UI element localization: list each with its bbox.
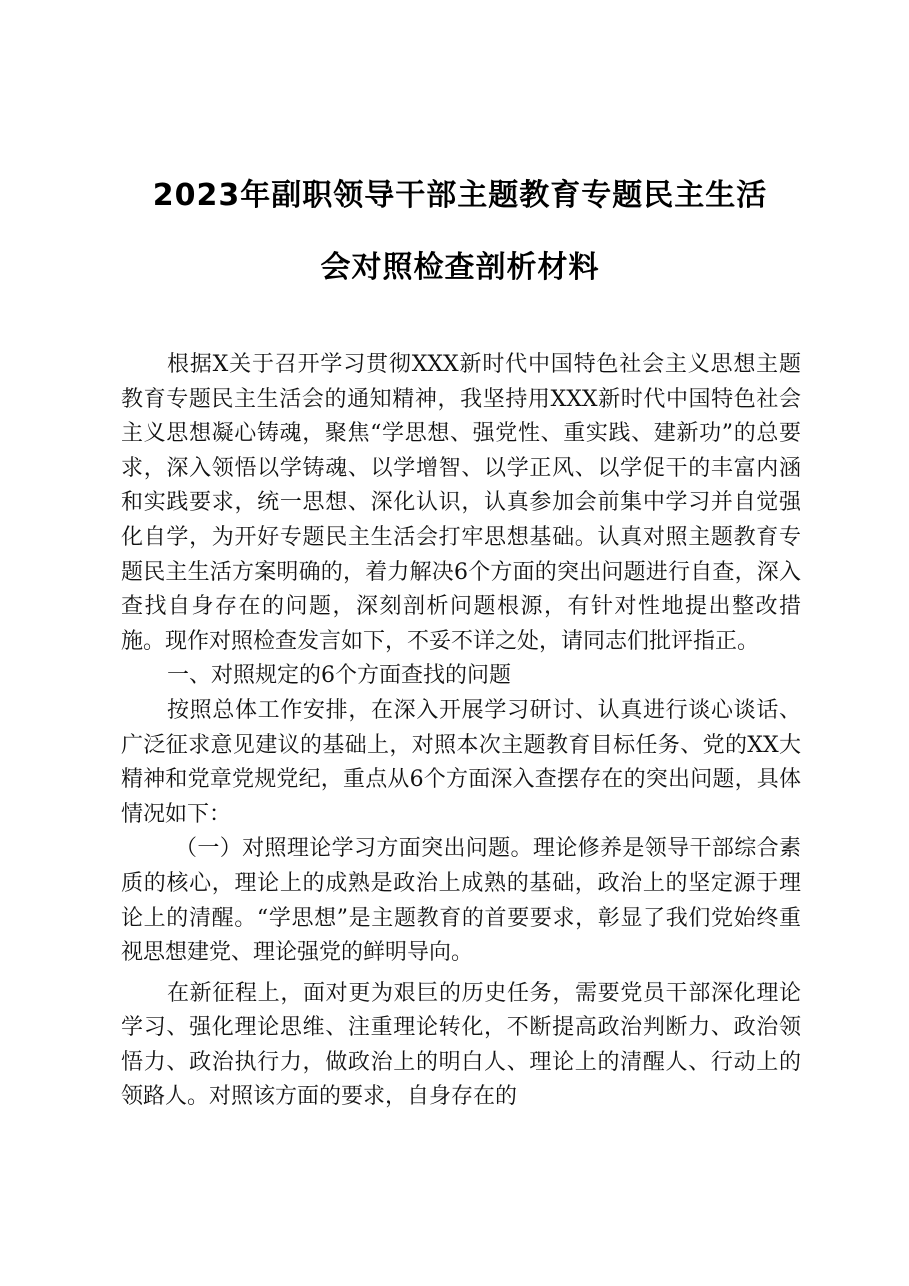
paragraph-theory-study: （一）对照理论学习方面突出问题。理论修养是领导干部综合素质的核心，理论上的成熟是政治上成熟的基础，政治上的坚定源于理论上的清醒。“学思想”是主题教育的首要要求，彰显了我们党始终重视思想建党、理论强党的鲜明导向。 [121, 836, 801, 966]
paragraph-overview: 按照总体工作安排，在深入开展学习研讨、认真进行谈心谈话、广泛征求意见建议的基础上，对照本次主题教育目标任务、党的XX大精神和党章党规党纪，重点从6个方面深入查摆存在的突出问题，具体情况如下： [121, 697, 801, 827]
paragraph-new-journey: 在新征程上，面对更为艰巨的历史任务，需要党员干部深化理论学习、强化理论思维、注重理论转化，不断提高政治判断力、政治领悟力、政治执行力，做政治上的明白人、理论上的清醒人、行动上的领路人。对照该方面的要求，自身存在的 [121, 980, 801, 1110]
document-body [121, 348, 801, 1115]
document-title-line-1: 2023年副职领导干部主题教育专题民主生活 [152, 178, 768, 213]
section-heading-1: 一、对照规定的6个方面查找的问题 [167, 663, 511, 689]
paragraph-intro: 根据X关于召开学习贯彻XXX新时代中国特色社会主义思想主题教育专题民主生活会的通知精神，我坚持用XXX新时代中国特色社会主义思想凝心铸魂，聚焦“学思想、强党性、重实践、建新功”的总要求，深入领悟以学铸魂、以学增智、以学正风、以学促干的丰富内涵和实践要求，统一思想、深化认识，认真参加会前集中学习并自觉强化自学，为开好专题民主生活会打牢思想基础。认真对照主题教育专题民主生活方案明确的，着力解决6个方面的突出问题进行自查，深入查找自身存在的问题，深刻剖析问题根源，有针对性地提出整改措施。现作对照检查发言如下，不妥不详之处，请同志们批评指正。 [121, 352, 801, 654]
document-title-line-2: 会对照检查剖析材料 [320, 250, 600, 285]
